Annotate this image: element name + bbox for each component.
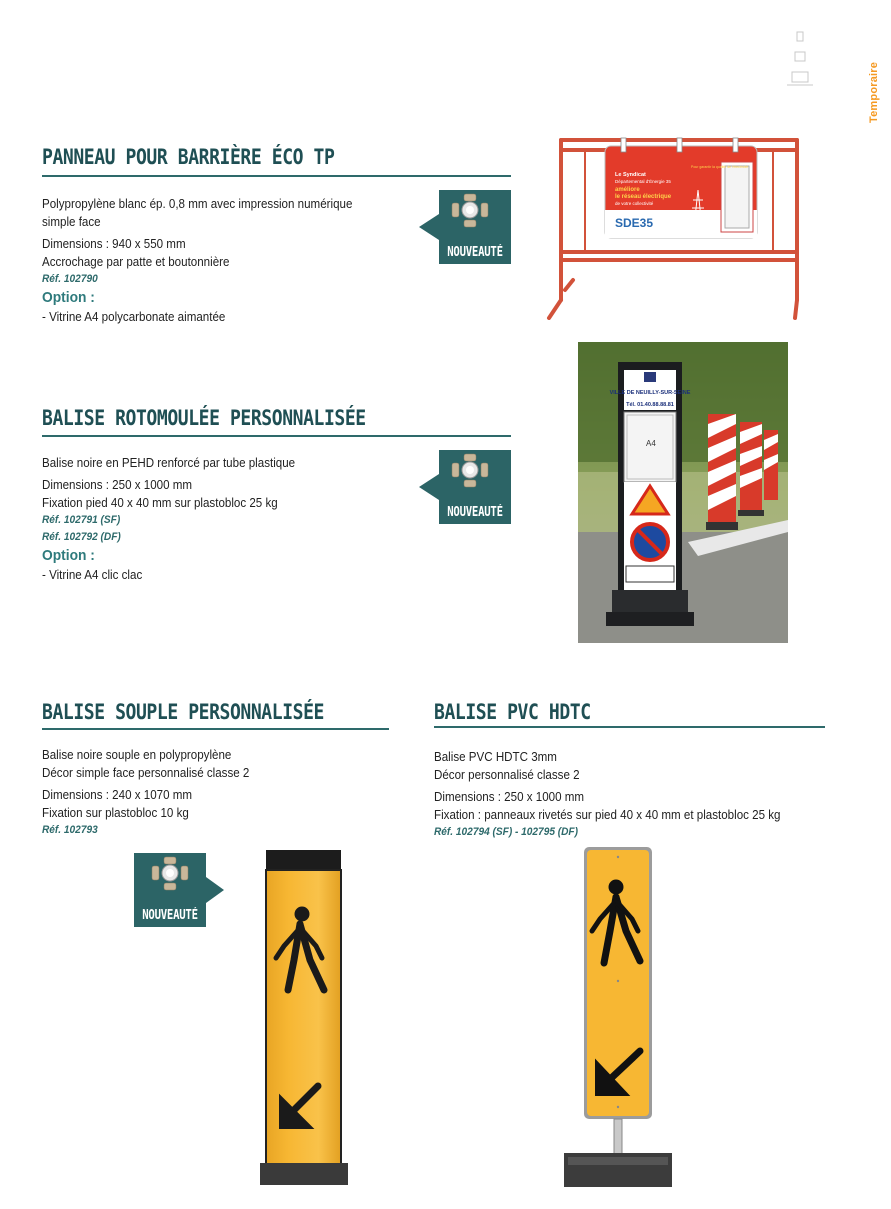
section-title-souple: BALISE SOUPLE PERSONNALISÉE [42,700,324,724]
desc-line: Fixation sur plastobloc 10 kg [42,806,189,820]
product-reference: Réf. 102794 (SF) - 102795 (DF) [434,826,578,838]
panel-text: Le Syndicat [615,172,646,178]
desc-line: Dimensions : 240 x 1070 mm [42,788,193,802]
desc-line: Fixation : panneaux rivetés sur pied 40 x 40 mm et plastobloc 25 kg [434,808,781,822]
product-description [42,195,352,326]
section-title-rotomoulee: BALISE ROTOMOULÉE PERSONNALISÉE [42,406,366,430]
option-text: - Vitrine A4 polycarbonate aimantée [42,310,226,324]
a4-label: A4 [646,439,656,448]
desc-line: Balise noire souple en polypropylène [42,748,232,762]
desc-line: Décor personnalisé classe 2 [434,768,580,782]
new-badge [419,190,511,264]
desc-line: Balise PVC HDTC 3mm [434,750,557,764]
new-badge [419,450,511,524]
product-description [42,746,249,839]
city-label: VILLE DE NEUILLY-SUR-SEINE [609,390,691,396]
option-title: Option : [42,547,95,564]
desc-line: simple face [42,215,101,229]
product-reference: Réf. 102790 [42,273,98,285]
panel-text: Pour garantir la qualité de l'électricité [691,165,749,169]
section-title-barriere: PANNEAU POUR BARRIÈRE ÉCO TP [42,145,335,169]
panel-logo: SDE35 [615,216,654,230]
desc-line: Accrochage par patte et boutonnière [42,255,230,269]
desc-line: Dimensions : 250 x 1000 mm [42,478,193,492]
desc-line: Dimensions : 940 x 550 mm [42,237,186,251]
badge-label: NOUVEAUTÉ [447,245,503,260]
city-phone: Tél. 01.40.88.88.81 [626,402,674,408]
product-reference: Réf. 102791 (SF) [42,514,121,526]
category-tab-temporaire: Temporaire [868,61,880,123]
traffic-cone-icon [786,30,814,88]
desc-line: Fixation pied 40 x 40 mm sur plastobloc 25 kg [42,496,278,510]
barrier-panel-image [545,130,805,320]
section-rule [42,728,389,730]
panel-text: le réseau électrique [615,194,672,200]
panel-text: Départemental d'Énergie 35 [615,179,671,184]
rotomold-balise-photo [578,342,788,643]
product-reference: Réf. 102792 (DF) [42,531,121,543]
section-rule [42,435,511,437]
section-rule [42,175,511,177]
product-description [434,748,780,841]
new-badge [134,853,226,927]
desc-line: Polypropylène blanc ép. 0,8 mm avec impression numérique [42,197,353,211]
badge-label: NOUVEAUTÉ [447,505,503,520]
panel-text: améliore [615,187,640,193]
option-title: Option : [42,289,95,306]
desc-line: Dimensions : 250 x 1000 mm [434,790,585,804]
product-description [42,454,295,584]
desc-line: Décor simple face personnalisé classe 2 [42,766,250,780]
section-title-pvc: BALISE PVC HDTC [434,700,591,724]
product-reference: Réf. 102793 [42,824,98,836]
panel-text: de votre collectivité [615,201,654,206]
pvc-balise-image [562,845,676,1190]
section-rule [434,726,825,728]
desc-line: Balise noire en PEHD renforcé par tube plastique [42,456,296,470]
option-text: - Vitrine A4 clic clac [42,568,143,582]
souple-balise-image [258,850,350,1188]
badge-label: NOUVEAUTÉ [142,908,198,923]
